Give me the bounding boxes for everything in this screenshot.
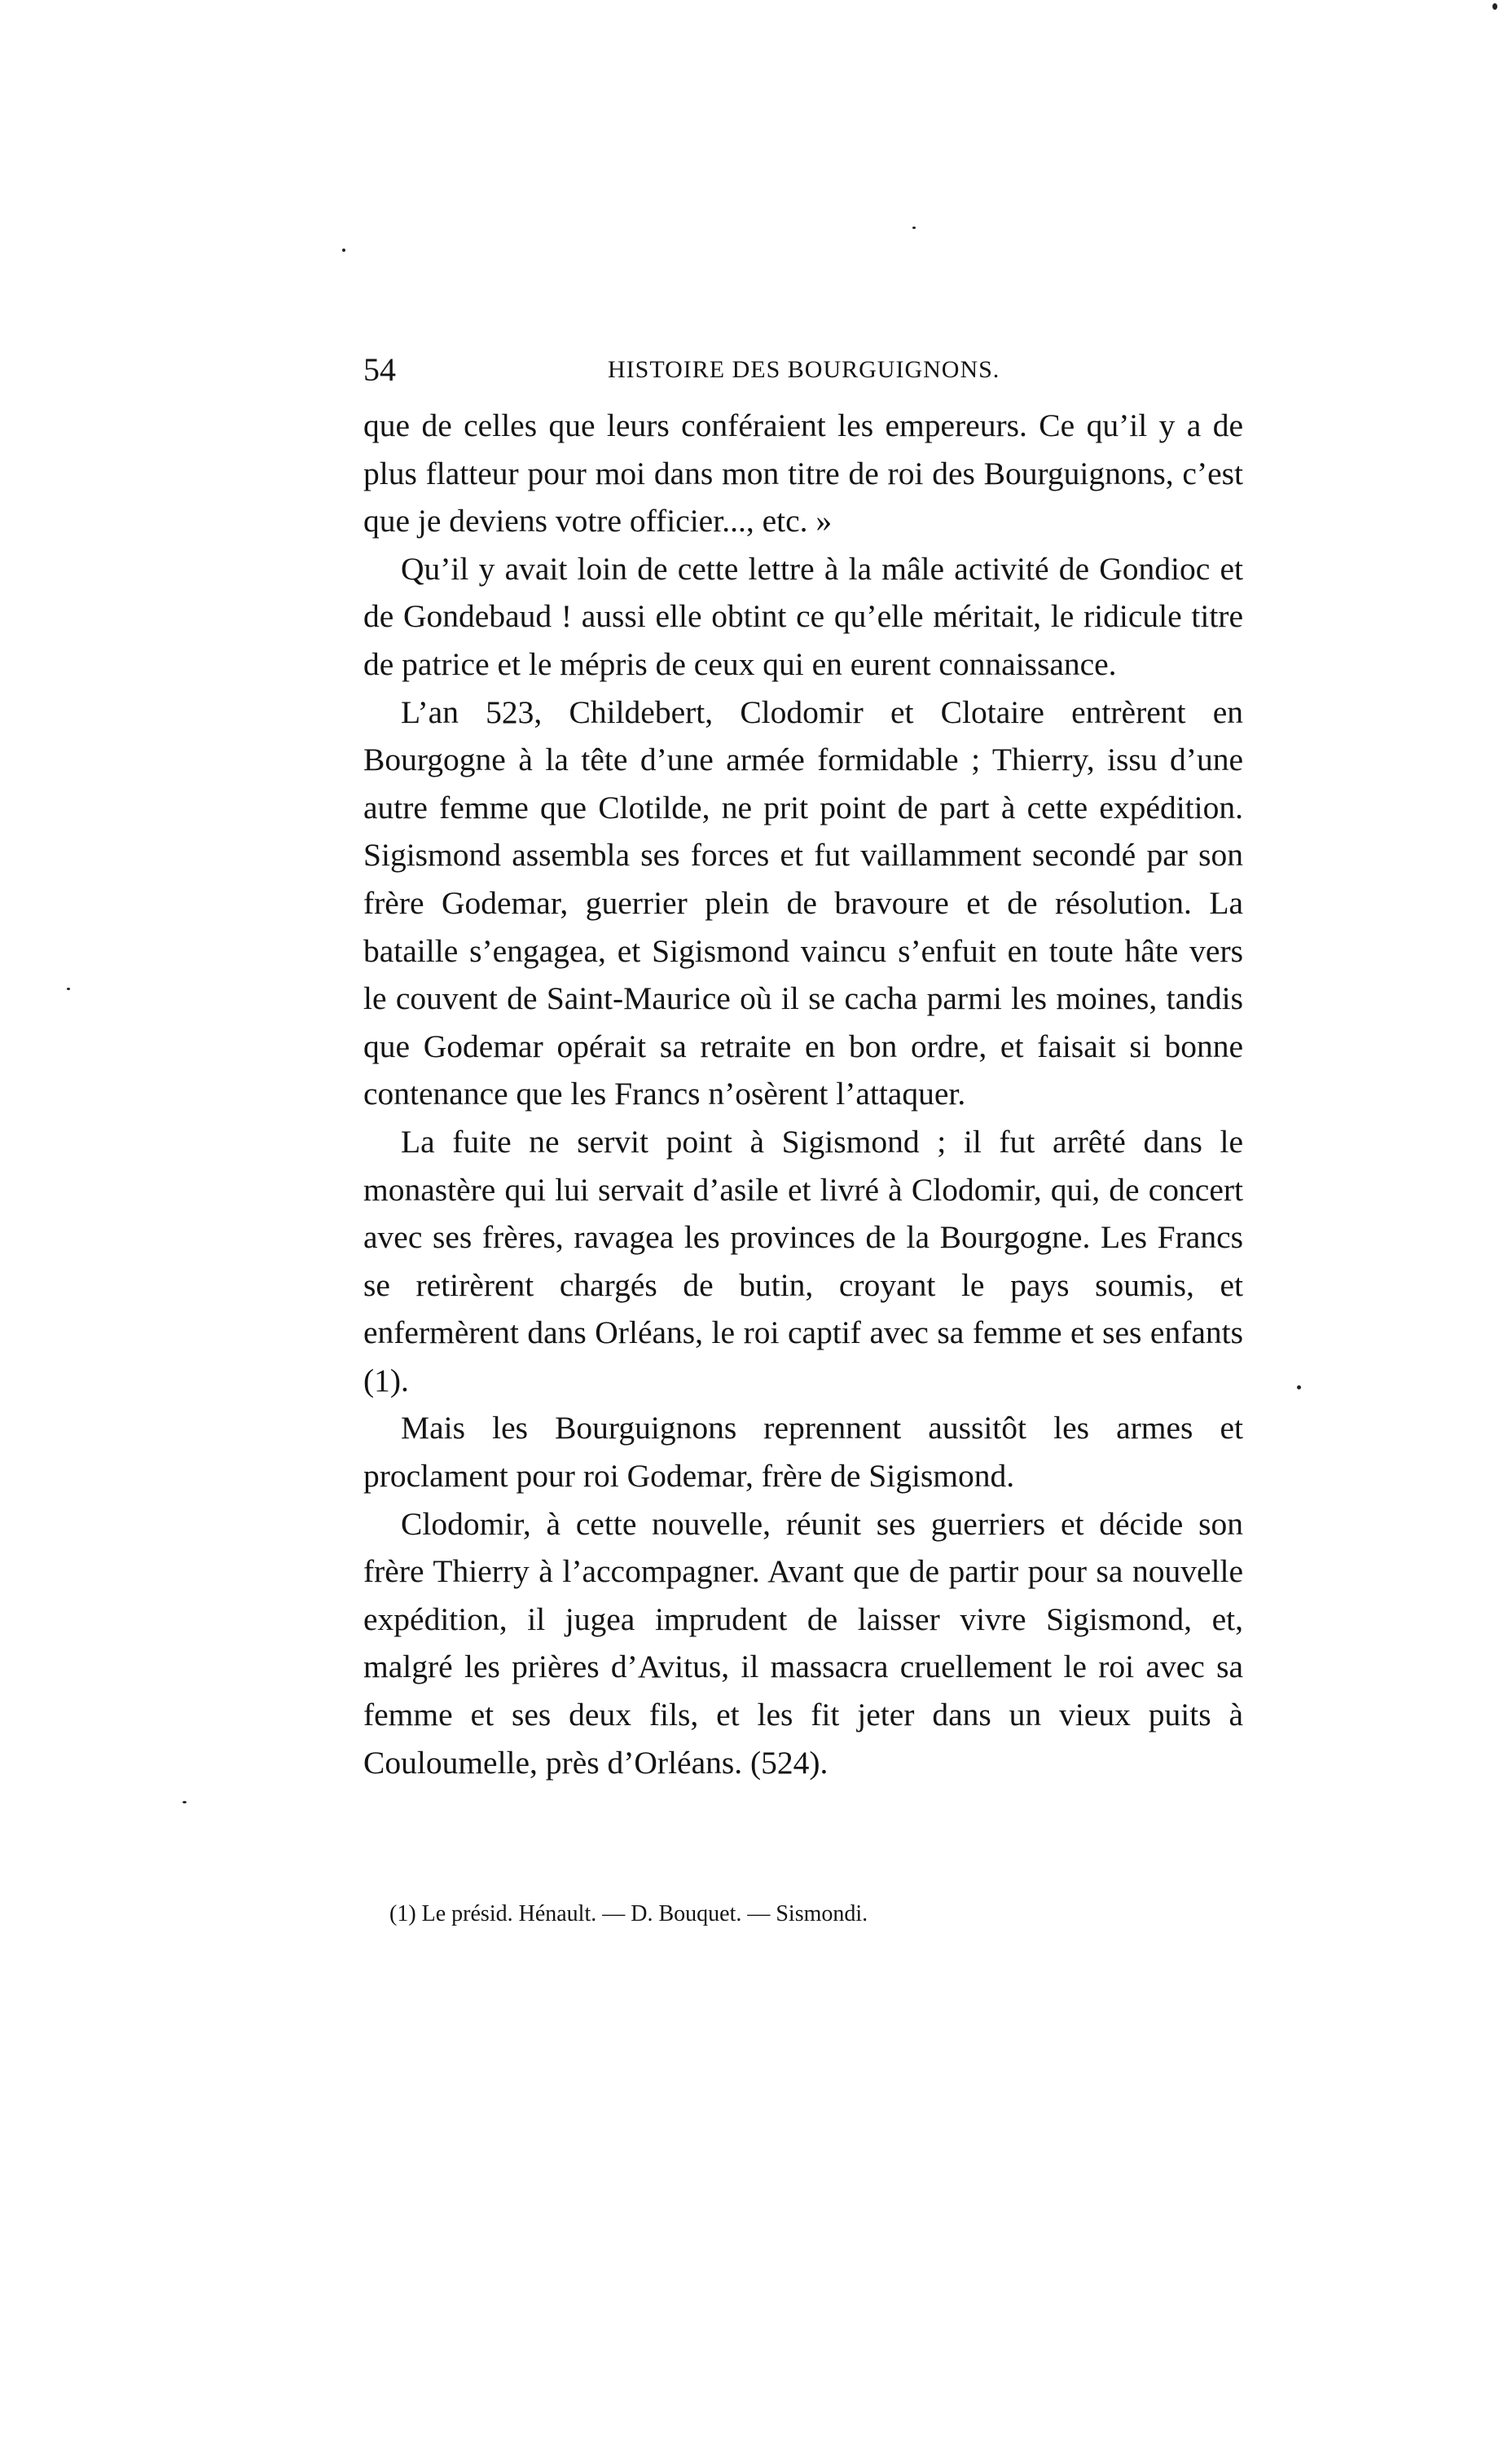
main-text <box>363 402 1243 1786</box>
footnote: (1) Le présid. Hénault. — D. Bouquet. — Sismondi. <box>389 1901 868 1926</box>
paragraph: Qu’il y avait loin de cette lettre à la mâle activité de Gondioc et de Gondebaud ! aussi elle obtint ce qu’elle méritait, le ridicule titre de patrice et le mépris de ceux qui en eurent connaissance. <box>363 550 1243 682</box>
scan-speck <box>1492 3 1497 10</box>
paragraph: Mais les Bourguignons reprennent aussitôt les armes et proclament pour roi Godemar, frère de Sigismond. <box>363 1410 1243 1495</box>
page-number: 54 <box>363 351 396 388</box>
paragraph: L’an 523, Childebert, Clodomir et Clotaire entrèrent en Bourgogne à la tête d’une armée formidable ; Thierry, issu d’une autre femme que Clotilde, ne prit point de part à cette expédition. Sigismond assembla ses forces et fut vaillamment secondé par son frère Godemar, guerrier plein de bravoure et de résolution. La bataille s’engagea, et Sigismond vaincu s’enfuit en toute hâte vers le couvent de Saint-Maurice où il se cacha parmi les moines, tandis que Godemar opérait sa retraite en bon ordre, et faisait si bonne contenance que les Francs n’osèrent l’attaquer. <box>363 693 1243 1112</box>
paragraph: Clodomir, à cette nouvelle, réunit ses guerriers et décide son frère Thierry à l’accompagner. Avant que de partir pour sa nouvelle expédition, il jugea imprudent de laisser vivre Sigismond, et, malgré les prières d’Avitus, il massacra cruellement le roi avec sa femme et ses deux fils, et les fit jeter dans un vieux puits à Couloumelle, près d’Orléans. (524). <box>363 1505 1243 1781</box>
page-header <box>363 346 1243 394</box>
paragraph: La fuite ne servit point à Sigismond ; il fut arrêté dans le monastère qui lui servait d’asile et livré à Clodomir, qui, de concert avec ses frères, ravagea les provinces de la Bourgogne. Les Francs se retirèrent chargés de butin, croyant le pays soumis, et enfermèrent dans Orléans, le roi captif avec sa femme et ses enfants (1). <box>363 1123 1243 1398</box>
paragraph: que de celles que leurs conféraient les empereurs. Ce qu’il y a de plus flatteur pour moi dans mon titre de roi des Bourguignons, c’est que je deviens votre officier..., etc. » <box>363 407 1243 539</box>
scan-speck <box>1297 1385 1301 1389</box>
scan-speck <box>67 988 70 990</box>
running-title: HISTOIRE DES BOURGUIGNONS. <box>608 356 1000 383</box>
scan-speck <box>342 249 345 252</box>
scan-speck <box>912 227 916 229</box>
scan-speck <box>182 1801 187 1803</box>
